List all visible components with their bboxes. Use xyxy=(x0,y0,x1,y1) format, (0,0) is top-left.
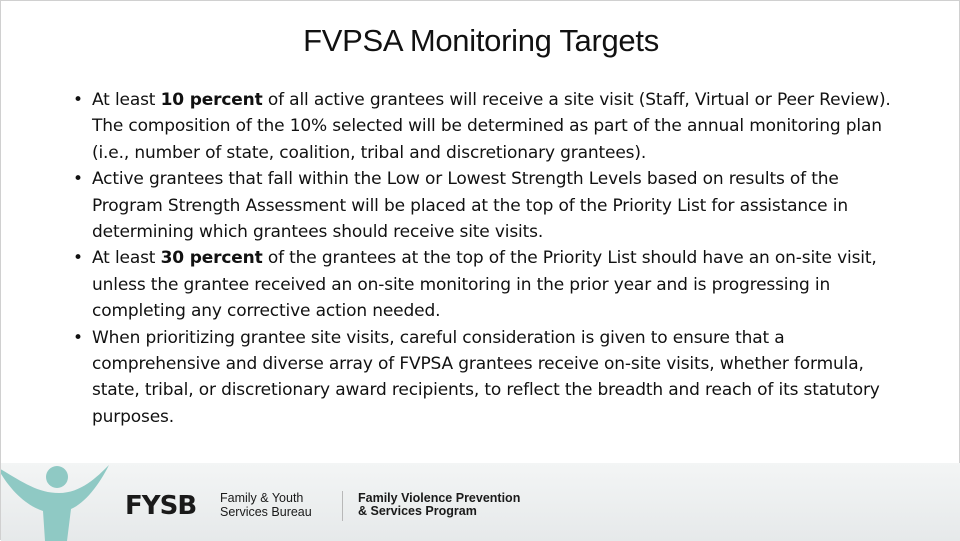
bullet-text: At least xyxy=(92,90,161,110)
fysb-name-line: Family & Youth xyxy=(220,491,304,505)
slide-title: FVPSA Monitoring Targets xyxy=(303,23,659,58)
bullet-text: of the grantees at the top of the Priority List should have an on-site visit, unless the grantee received an on-site monitoring in the prior year and is progressing in completing any corrective action needed. xyxy=(92,248,877,322)
fysb-bureau-name xyxy=(220,491,312,519)
program-name xyxy=(358,492,520,518)
program-name-line: Family Violence Prevention xyxy=(358,491,521,505)
bullet-emphasis: 10 percent xyxy=(160,90,263,110)
bullet-item xyxy=(73,166,913,245)
bullet-item xyxy=(73,245,913,324)
bullet-item xyxy=(73,87,913,166)
bullet-list xyxy=(73,87,913,430)
bullet-item xyxy=(73,325,913,431)
bullet-emphasis: 30 percent xyxy=(160,248,263,269)
bullet-text: of all active grantees will receive a site visit (Staff, Virtual or Peer Review). The composition of the 10% selected will be determined as part of the annual monitoring plan (i.e., number of state, coalition, tribal and discretionary grantees). xyxy=(92,90,891,163)
footer-divider xyxy=(342,491,343,521)
program-name-line: & Services Program xyxy=(358,504,477,518)
person-swoosh-icon xyxy=(1,463,111,541)
bullet-text: At least xyxy=(92,248,161,269)
fysb-name-line: Services Bureau xyxy=(220,505,312,519)
bullet-text: When prioritizing grantee site visits, careful consideration is given to ensure that a comprehensive and diverse array of FVPSA grantees receive on-site visits, whether formula, state, tribal, or discretionary award recipients, to reflect the breadth and reach of its statutory purposes. xyxy=(92,327,880,427)
fysb-logo-mark: FYSB xyxy=(125,491,197,521)
bullet-text: Active grantees that fall within the Low or Lowest Strength Levels based on results of the Program Strength Assessment will be placed at the top of the Priority List for assistance in determining which grantees should receive site visits. xyxy=(92,169,848,243)
